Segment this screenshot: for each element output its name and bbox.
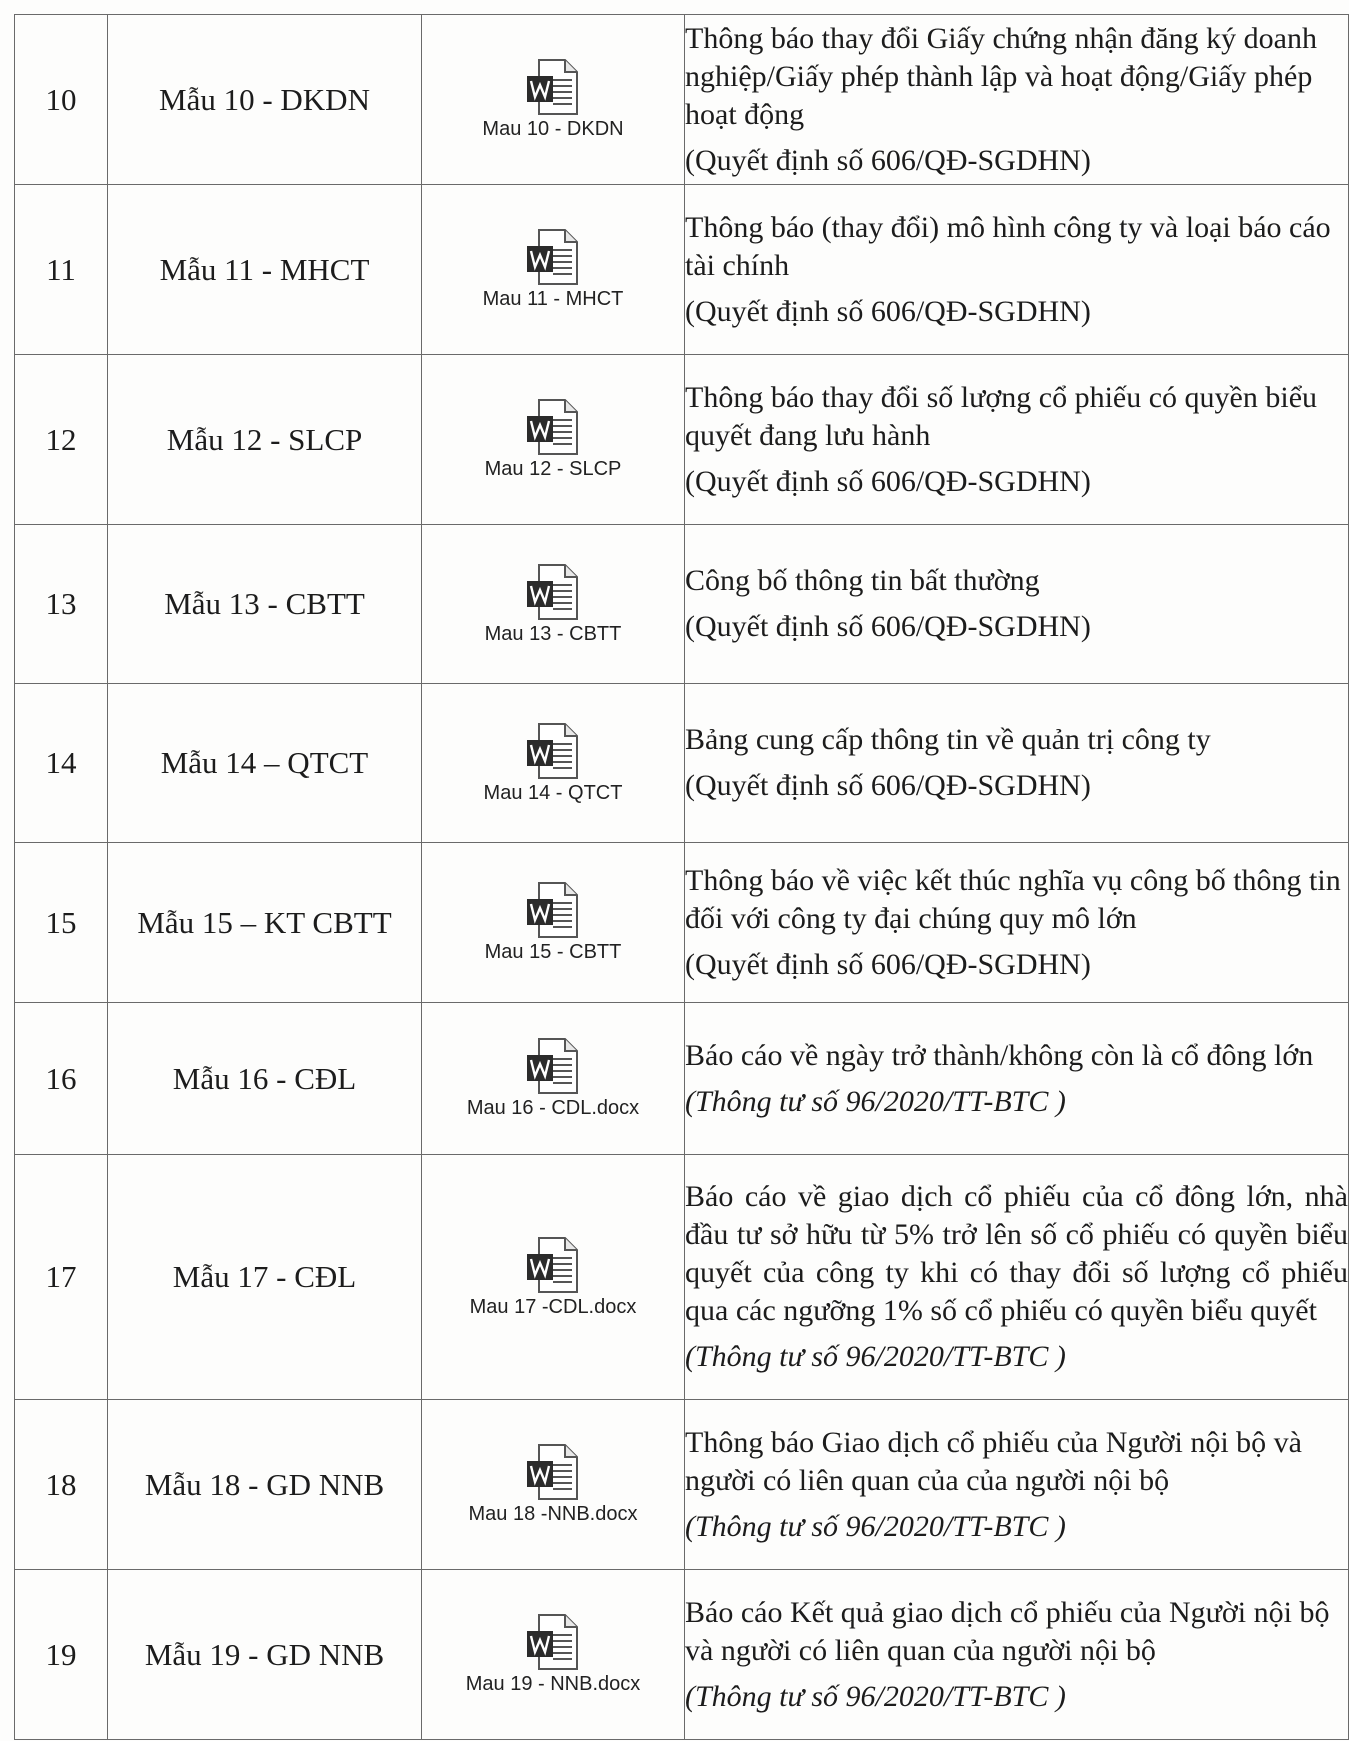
file-name: Mau 19 - NNB.docx xyxy=(465,1673,641,1695)
legal-reference: (Quyết định số 606/QĐ-SGDHN) xyxy=(685,947,1091,981)
file-cell xyxy=(422,355,685,525)
file-cell xyxy=(422,684,685,843)
form-description: Công bố thông tin bất thường xyxy=(685,564,1040,597)
word-document-icon xyxy=(525,722,581,780)
word-file-attachment[interactable] xyxy=(422,563,684,646)
form-name: Mẫu 11 - MHCT xyxy=(108,185,422,355)
word-document-icon xyxy=(525,881,581,939)
legal-reference: (Quyết định số 606/QĐ-SGDHN) xyxy=(685,464,1091,498)
file-name: Mau 14 - QTCT xyxy=(483,781,623,804)
form-name: Mẫu 18 - GD NNB xyxy=(108,1400,422,1570)
row-number: 14 xyxy=(15,684,108,843)
row-number: 17 xyxy=(15,1155,108,1400)
form-description: Báo cáo về giao dịch cổ phiếu của cổ đông lớn, nhà đầu tư sở hữu từ 5% trở lên số cổ phiếu có quyền biểu quyết của công ty khi có thay đổi số lượng cổ phiếu qua các ngưỡng 1% số cổ phiếu có quyền biểu quyết xyxy=(685,1180,1348,1327)
table-row xyxy=(15,355,1349,525)
row-number: 13 xyxy=(15,525,108,684)
form-name: Mẫu 15 – KT CBTT xyxy=(108,843,422,1003)
row-number: 10 xyxy=(15,15,108,185)
word-file-attachment[interactable] xyxy=(422,58,684,141)
table-row xyxy=(15,1155,1349,1400)
row-number: 16 xyxy=(15,1003,108,1155)
file-name: Mau 11 - MHCT xyxy=(482,288,624,310)
row-number: 15 xyxy=(15,843,108,1003)
form-name: Mẫu 13 - CBTT xyxy=(108,525,422,684)
description-cell xyxy=(685,1400,1349,1570)
file-name: Mau 17 -CDL.docx xyxy=(469,1295,637,1318)
legal-reference: (Quyết định số 606/QĐ-SGDHN) xyxy=(685,769,1091,802)
table-row xyxy=(15,684,1349,843)
description-cell xyxy=(685,355,1349,525)
word-file-attachment[interactable] xyxy=(422,228,684,311)
file-cell xyxy=(422,1003,685,1155)
file-cell xyxy=(422,15,685,185)
table-row xyxy=(15,525,1349,684)
legal-reference: (Thông tư số 96/2020/TT-BTC ) xyxy=(685,1679,1066,1713)
form-name: Mẫu 19 - GD NNB xyxy=(108,1570,422,1740)
word-file-attachment[interactable] xyxy=(422,1443,684,1526)
row-number: 19 xyxy=(15,1570,108,1740)
table-row xyxy=(15,843,1349,1003)
form-description: Thông báo Giao dịch cổ phiếu của Người nội bộ và người có liên quan của của người nội bộ xyxy=(685,1425,1302,1497)
word-file-attachment[interactable] xyxy=(422,1613,684,1696)
description-cell xyxy=(685,525,1349,684)
form-description: Thông báo (thay đổi) mô hình công ty và loại báo cáo tài chính xyxy=(685,210,1331,282)
form-name: Mẫu 10 - DKDN xyxy=(108,15,422,185)
word-document-icon xyxy=(525,563,581,621)
description-cell xyxy=(685,1570,1349,1740)
file-name: Mau 12 - SLCP xyxy=(484,458,622,480)
word-file-attachment[interactable] xyxy=(422,1236,684,1319)
legal-reference: (Thông tư số 96/2020/TT-BTC ) xyxy=(685,1340,1066,1373)
file-name: Mau 16 - CDL.docx xyxy=(466,1097,640,1119)
file-cell xyxy=(422,1570,685,1740)
file-name: Mau 10 - DKDN xyxy=(482,118,624,140)
word-document-icon xyxy=(525,398,581,456)
word-document-icon xyxy=(525,1613,581,1671)
form-name: Mẫu 17 - CĐL xyxy=(108,1155,422,1400)
word-document-icon xyxy=(525,228,581,286)
table-row xyxy=(15,185,1349,355)
file-cell xyxy=(422,525,685,684)
file-cell xyxy=(422,843,685,1003)
legal-reference: (Thông tư số 96/2020/TT-BTC ) xyxy=(685,1084,1066,1118)
word-file-attachment[interactable] xyxy=(422,722,684,805)
word-file-attachment[interactable] xyxy=(422,881,684,964)
table-row xyxy=(15,15,1349,185)
word-file-attachment[interactable] xyxy=(422,1037,684,1120)
description-cell xyxy=(685,843,1349,1003)
table-row xyxy=(15,1570,1349,1740)
table-row xyxy=(15,1400,1349,1570)
form-description: Báo cáo Kết quả giao dịch cổ phiếu của Người nội bộ và người có liên quan của người nội bộ xyxy=(685,1595,1330,1667)
row-number: 12 xyxy=(15,355,108,525)
forms-table xyxy=(14,14,1349,1740)
form-description: Thông báo về việc kết thúc nghĩa vụ công bố thông tin đối với công ty đại chúng quy mô lớn xyxy=(685,863,1341,935)
form-name: Mẫu 16 - CĐL xyxy=(108,1003,422,1155)
description-cell xyxy=(685,185,1349,355)
file-name: Mau 13 - CBTT xyxy=(484,622,622,645)
description-cell xyxy=(685,1003,1349,1155)
word-file-attachment[interactable] xyxy=(422,398,684,481)
legal-reference: (Quyết định số 606/QĐ-SGDHN) xyxy=(685,294,1091,328)
form-name: Mẫu 14 – QTCT xyxy=(108,684,422,843)
file-cell xyxy=(422,185,685,355)
form-description: Báo cáo về ngày trở thành/không còn là cổ đông lớn xyxy=(685,1038,1314,1072)
table-row xyxy=(15,1003,1349,1155)
legal-reference: (Quyết định số 606/QĐ-SGDHN) xyxy=(685,610,1091,643)
legal-reference: (Quyết định số 606/QĐ-SGDHN) xyxy=(685,143,1091,177)
form-description: Bảng cung cấp thông tin về quản trị công ty xyxy=(685,723,1211,756)
file-cell xyxy=(422,1400,685,1570)
row-number: 11 xyxy=(15,185,108,355)
word-document-icon xyxy=(525,58,581,116)
file-name: Mau 18 -NNB.docx xyxy=(468,1503,638,1525)
form-description: Thông báo thay đổi số lượng cổ phiếu có quyền biểu quyết đang lưu hành xyxy=(685,380,1318,452)
word-document-icon xyxy=(525,1443,581,1501)
file-name: Mau 15 - CBTT xyxy=(484,941,622,963)
description-cell xyxy=(685,1155,1349,1400)
word-document-icon xyxy=(525,1236,581,1294)
row-number: 18 xyxy=(15,1400,108,1570)
file-cell xyxy=(422,1155,685,1400)
word-document-icon xyxy=(525,1037,581,1095)
description-cell xyxy=(685,15,1349,185)
description-cell xyxy=(685,684,1349,843)
form-name: Mẫu 12 - SLCP xyxy=(108,355,422,525)
legal-reference: (Thông tư số 96/2020/TT-BTC ) xyxy=(685,1509,1066,1543)
form-description: Thông báo thay đổi Giấy chứng nhận đăng ký doanh nghiệp/Giấy phép thành lập và hoạt động/Giấy phép hoạt động xyxy=(685,21,1317,131)
